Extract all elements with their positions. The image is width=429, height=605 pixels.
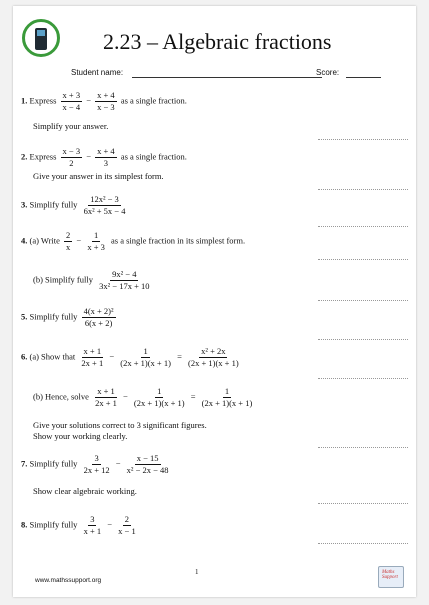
q6-note-2: Show your working clearly. [33, 431, 128, 441]
fraction: $\frac{3}{2x + 12}$ [83, 453, 110, 476]
fraction: $\frac{3}{x + 1}$ [83, 514, 102, 537]
page-number: 1 [195, 568, 199, 576]
fraction: $\frac{x + 3}{x - 4}$ [62, 90, 81, 113]
question-8: 8. Simplify fully $\frac{3}{x + 1}$ − $\frac{2}{x - 1}$ [21, 514, 136, 537]
fraction: $\frac{1}{(2x + 1)(x + 1)}$ [201, 386, 253, 409]
question-2: 2. Express $\frac{x - 3}{2}$ − $\frac{x + 4}{3}$ as a single fraction. [21, 146, 187, 169]
answer-line[interactable] [318, 543, 408, 544]
fraction: $\frac{x - 15}{\text{x² − 2x − 48}}$ [126, 453, 169, 476]
student-name-label: Student name: [71, 68, 124, 77]
worksheet-page [13, 6, 416, 597]
q7-note: Show clear algebraic working. [33, 486, 137, 496]
fraction: $\frac{x + 4}{3}$ [97, 146, 115, 169]
answer-line[interactable] [318, 226, 408, 227]
answer-line[interactable] [318, 339, 408, 340]
fraction: $\frac{\text{x² + 2x}}{(2x + 1)(x + 1)}$ [187, 346, 239, 369]
answer-line[interactable] [318, 300, 408, 301]
calculator-logo-icon [22, 19, 60, 57]
question-3: 3. Simplify fully $\frac{\text{12x² − 3}}{\text{6x² + 5x − 4}}$ [21, 194, 126, 217]
student-name-field[interactable] [132, 77, 322, 78]
fraction: $\frac{x + 1}{2x + 1}$ [95, 386, 117, 409]
fraction: $\frac{\text{4(x + 2)²}}{6(x + 2)}$ [83, 306, 114, 329]
q6-note-1: Give your solutions correct to 3 significant figures. [33, 420, 207, 430]
question-5: 5. Simplify fully $\frac{\text{4(x + 2)²}}{6(x + 2)}$ [21, 306, 114, 329]
q1-note: Simplify your answer. [33, 121, 109, 131]
question-4b: (b) Simplify fully $\frac{\text{9x² − 4}}{\text{3x² − 17x + 10}}$ [33, 269, 150, 292]
fraction: $\frac{x - 3}{2}$ [62, 146, 81, 169]
maths-support-logo-icon: Maths Support [378, 566, 404, 588]
answer-line[interactable] [318, 378, 408, 379]
score-label: Score: [316, 68, 340, 77]
question-4a: 4. (a) Write $\frac{2}{x}$ − $\frac{1}{x + 3}$ as a single fraction in its simplest form. [21, 230, 246, 253]
answer-line[interactable] [318, 447, 408, 448]
score-field[interactable] [346, 77, 381, 78]
fraction: $\frac{\text{9x² − 4}}{\text{3x² − 17x + 10}}$ [99, 269, 150, 292]
fraction: $\frac{x + 1}{2x + 1}$ [81, 346, 104, 369]
answer-line[interactable] [318, 259, 408, 260]
website-link[interactable]: www.mathssupport.org [35, 577, 102, 584]
answer-line[interactable] [318, 139, 408, 140]
fraction: $\frac{2}{x - 1}$ [118, 514, 136, 537]
fraction: $\frac{1}{(2x + 1)(x + 1)}$ [133, 386, 185, 409]
question-6a: 6. (a) Show that $\frac{x + 1}{2x + 1}$ − $\frac{1}{(2x + 1)(x + 1)}$ = $\frac{\text{x² + 2x}}{(2x + 1)(x + 1)}$ [21, 346, 239, 369]
fraction: $\frac{\text{12x² − 3}}{\text{6x² + 5x − 4}}$ [83, 194, 126, 217]
fraction: $\frac{1}{(2x + 1)(x + 1)}$ [120, 346, 171, 369]
fraction: $\frac{x + 4}{x - 3}$ [97, 90, 115, 113]
fraction: $\frac{1}{x + 3}$ [87, 230, 105, 253]
page-title: 2.23 – Algebraic fractions [103, 29, 332, 54]
answer-line[interactable] [318, 189, 408, 190]
q2-note: Give your answer in its simplest form. [33, 171, 164, 181]
question-1: 1. Express $\frac{x + 3}{x - 4}$ − $\frac{x + 4}{x - 3}$ as a single fraction. [21, 90, 187, 113]
question-7: 7. Simplify fully $\frac{3}{2x + 12}$ − $\frac{x - 15}{\text{x² − 2x − 48}}$ [21, 453, 169, 476]
answer-line[interactable] [318, 503, 408, 504]
fraction: $\frac{2}{x}$ [66, 230, 71, 253]
question-6b: (b) Hence, solve $\frac{x + 1}{2x + 1}$ − $\frac{1}{(2x + 1)(x + 1)}$ = $\frac{1}{(2x + 1)(x + 1)}$ [33, 386, 253, 409]
